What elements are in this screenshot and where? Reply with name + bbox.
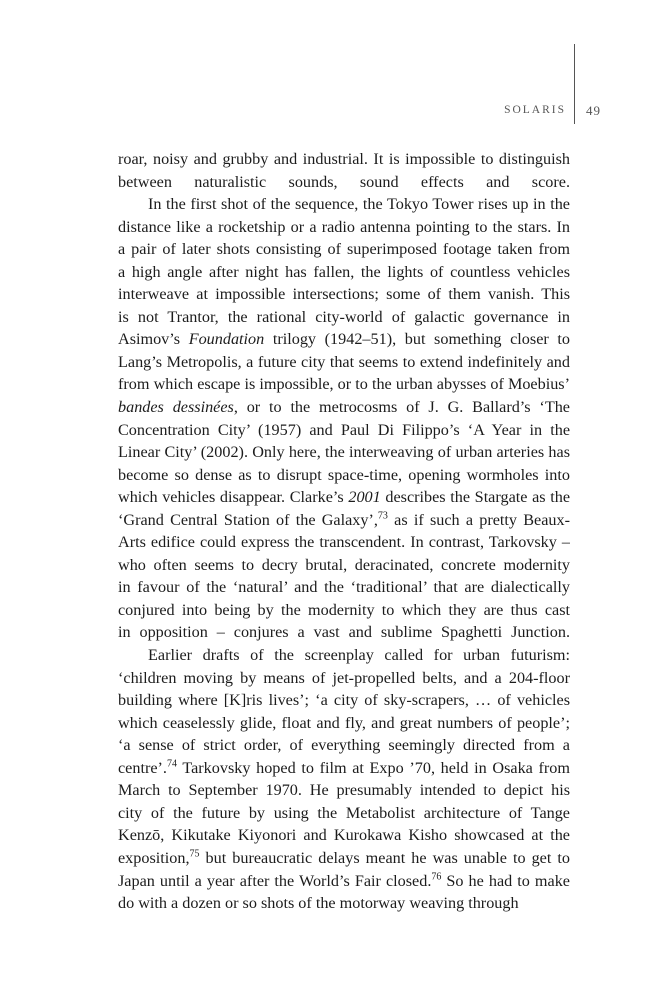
line-text: from which escape is impossible, or to the urban abysses of Moebius’ <box>118 375 570 394</box>
italic-title: 2001 <box>348 488 381 507</box>
line-text: become so dense as to disrupt space-time, opening wormholes into <box>118 465 570 484</box>
running-head-title: SOLARIS <box>504 104 566 116</box>
line-text: is not Trantor, the rational city-world of galactic governance in <box>118 307 570 326</box>
line-text: but bureaucratic delays meant he was unable to get to <box>199 848 570 867</box>
text-line <box>118 171 570 194</box>
footnote-marker: 74 <box>166 758 177 770</box>
line-text: Lang’s Metropolis, a future city that seems to extend indefinitely and <box>118 352 570 371</box>
footnote-marker: 75 <box>189 848 200 860</box>
text-line <box>118 779 570 802</box>
line-text: building where [K]ris lives’; ‘a city of sky-scrapers, … of vehicles <box>118 691 570 710</box>
text-line <box>118 261 570 284</box>
line-text: Earlier drafts of the screenplay called for urban futurism: <box>148 646 570 665</box>
line-text: who often seems to decry brutal, deracinated, concrete modernity <box>118 555 570 574</box>
line-text: between naturalistic sounds, sound effects and score. <box>118 172 570 191</box>
line-text: Linear City’ (2002). Only here, the interweaving of urban arteries has <box>118 443 570 462</box>
line-text: city of the future by using the Metabolist architecture of Tange <box>118 803 570 822</box>
text-line <box>118 621 570 644</box>
text-line <box>118 531 570 554</box>
line-text: Kenzō, Kikutake Kiyonori and Kurokawa Kisho showcased at the <box>118 826 570 845</box>
line-text: trilogy (1942–51), but something closer to <box>272 330 570 349</box>
line-text: roar, noisy and grubby and industrial. It is impossible to distinguish <box>118 150 570 168</box>
page-number: 49 <box>586 103 601 118</box>
line-text: exposition, <box>118 848 190 867</box>
text-line <box>118 757 570 780</box>
text-line <box>118 712 570 735</box>
line-text: in favour of the ‘natural’ and the ‘traditional’ that are dialectically <box>118 578 570 597</box>
text-line <box>118 802 570 825</box>
line-text: conjured into being by the modernity to which they are thus cast <box>118 600 570 619</box>
text-line <box>118 847 570 870</box>
text-line <box>118 238 570 261</box>
text-line <box>118 667 570 690</box>
italic-title: Foundation <box>188 330 265 349</box>
footnote-marker: 73 <box>377 510 388 522</box>
line-text: as if such a pretty Beaux- <box>387 510 570 529</box>
text-line <box>118 148 570 171</box>
text-line <box>118 509 570 532</box>
text-line <box>118 892 570 915</box>
text-line <box>118 554 570 577</box>
text-line <box>118 644 570 667</box>
line-text: Arts edifice could express the transcendent. In contrast, Tarkovsky – <box>118 533 570 552</box>
text-line <box>118 486 570 509</box>
line-text: a pair of later shots consisting of superimposed footage taken from <box>118 240 570 259</box>
line-text: In the first shot of the sequence, the Tokyo Tower rises up in the <box>148 195 570 214</box>
line-text: Concentration City’ (1957) and Paul Di Filippo’s ‘A Year in the <box>118 420 570 439</box>
running-head-rule <box>574 44 575 124</box>
line-text: March to September 1970. He presumably intended to depict his <box>118 781 570 800</box>
running-head <box>0 96 650 126</box>
body-text <box>118 148 570 915</box>
line-text: which ceaselessly glide, float and fly, and great numbers of people’; <box>118 713 570 732</box>
text-line <box>118 328 570 351</box>
text-line <box>118 870 570 893</box>
text-line <box>118 373 570 396</box>
line-text: centre’. <box>118 758 167 777</box>
line-text: ‘children moving by means of jet-propelled belts, and a 204-floor <box>118 668 570 687</box>
text-line <box>118 734 570 757</box>
line-text: distance like a rocketship or a radio antenna pointing to the stars. In <box>118 217 570 236</box>
text-line <box>118 396 570 419</box>
text-line <box>118 351 570 374</box>
text-line <box>118 689 570 712</box>
text-line <box>118 216 570 239</box>
line-text: describes the Stargate as the <box>380 488 570 507</box>
text-line <box>118 464 570 487</box>
italic-title: bandes dessinées <box>118 398 234 417</box>
footnote-marker: 76 <box>431 871 442 883</box>
text-line <box>118 576 570 599</box>
text-line <box>118 306 570 329</box>
line-text: in opposition – conjures a vast and sublime Spaghetti Junction. <box>118 623 570 642</box>
text-line <box>118 283 570 306</box>
text-line <box>118 441 570 464</box>
text-line <box>118 599 570 622</box>
line-text: Tarkovsky hoped to film at Expo ’70, held in Osaka from <box>176 758 570 777</box>
line-text: So he had to make <box>441 871 570 890</box>
text-line <box>118 824 570 847</box>
line-text: interweave at impossible intersections; some of them vanish. This <box>118 285 570 304</box>
line-text: do with a dozen or so shots of the motorway weaving through <box>118 894 519 913</box>
line-text: a high angle after night has fallen, the lights of countless vehicles <box>118 262 570 281</box>
line-text: which vehicles disappear. Clarke’s <box>118 488 349 507</box>
line-text: Asimov’s <box>118 330 189 349</box>
line-text: , or to the metrocosms of J. G. Ballard’s ‘The <box>233 398 570 417</box>
line-text: ‘a sense of strict order, of everything seemingly directed from a <box>118 736 570 755</box>
text-line <box>118 419 570 442</box>
line-text: Japan until a year after the World’s Fair closed. <box>118 871 432 890</box>
line-text: ‘Grand Central Station of the Galaxy’, <box>118 510 378 529</box>
text-line <box>118 193 570 216</box>
